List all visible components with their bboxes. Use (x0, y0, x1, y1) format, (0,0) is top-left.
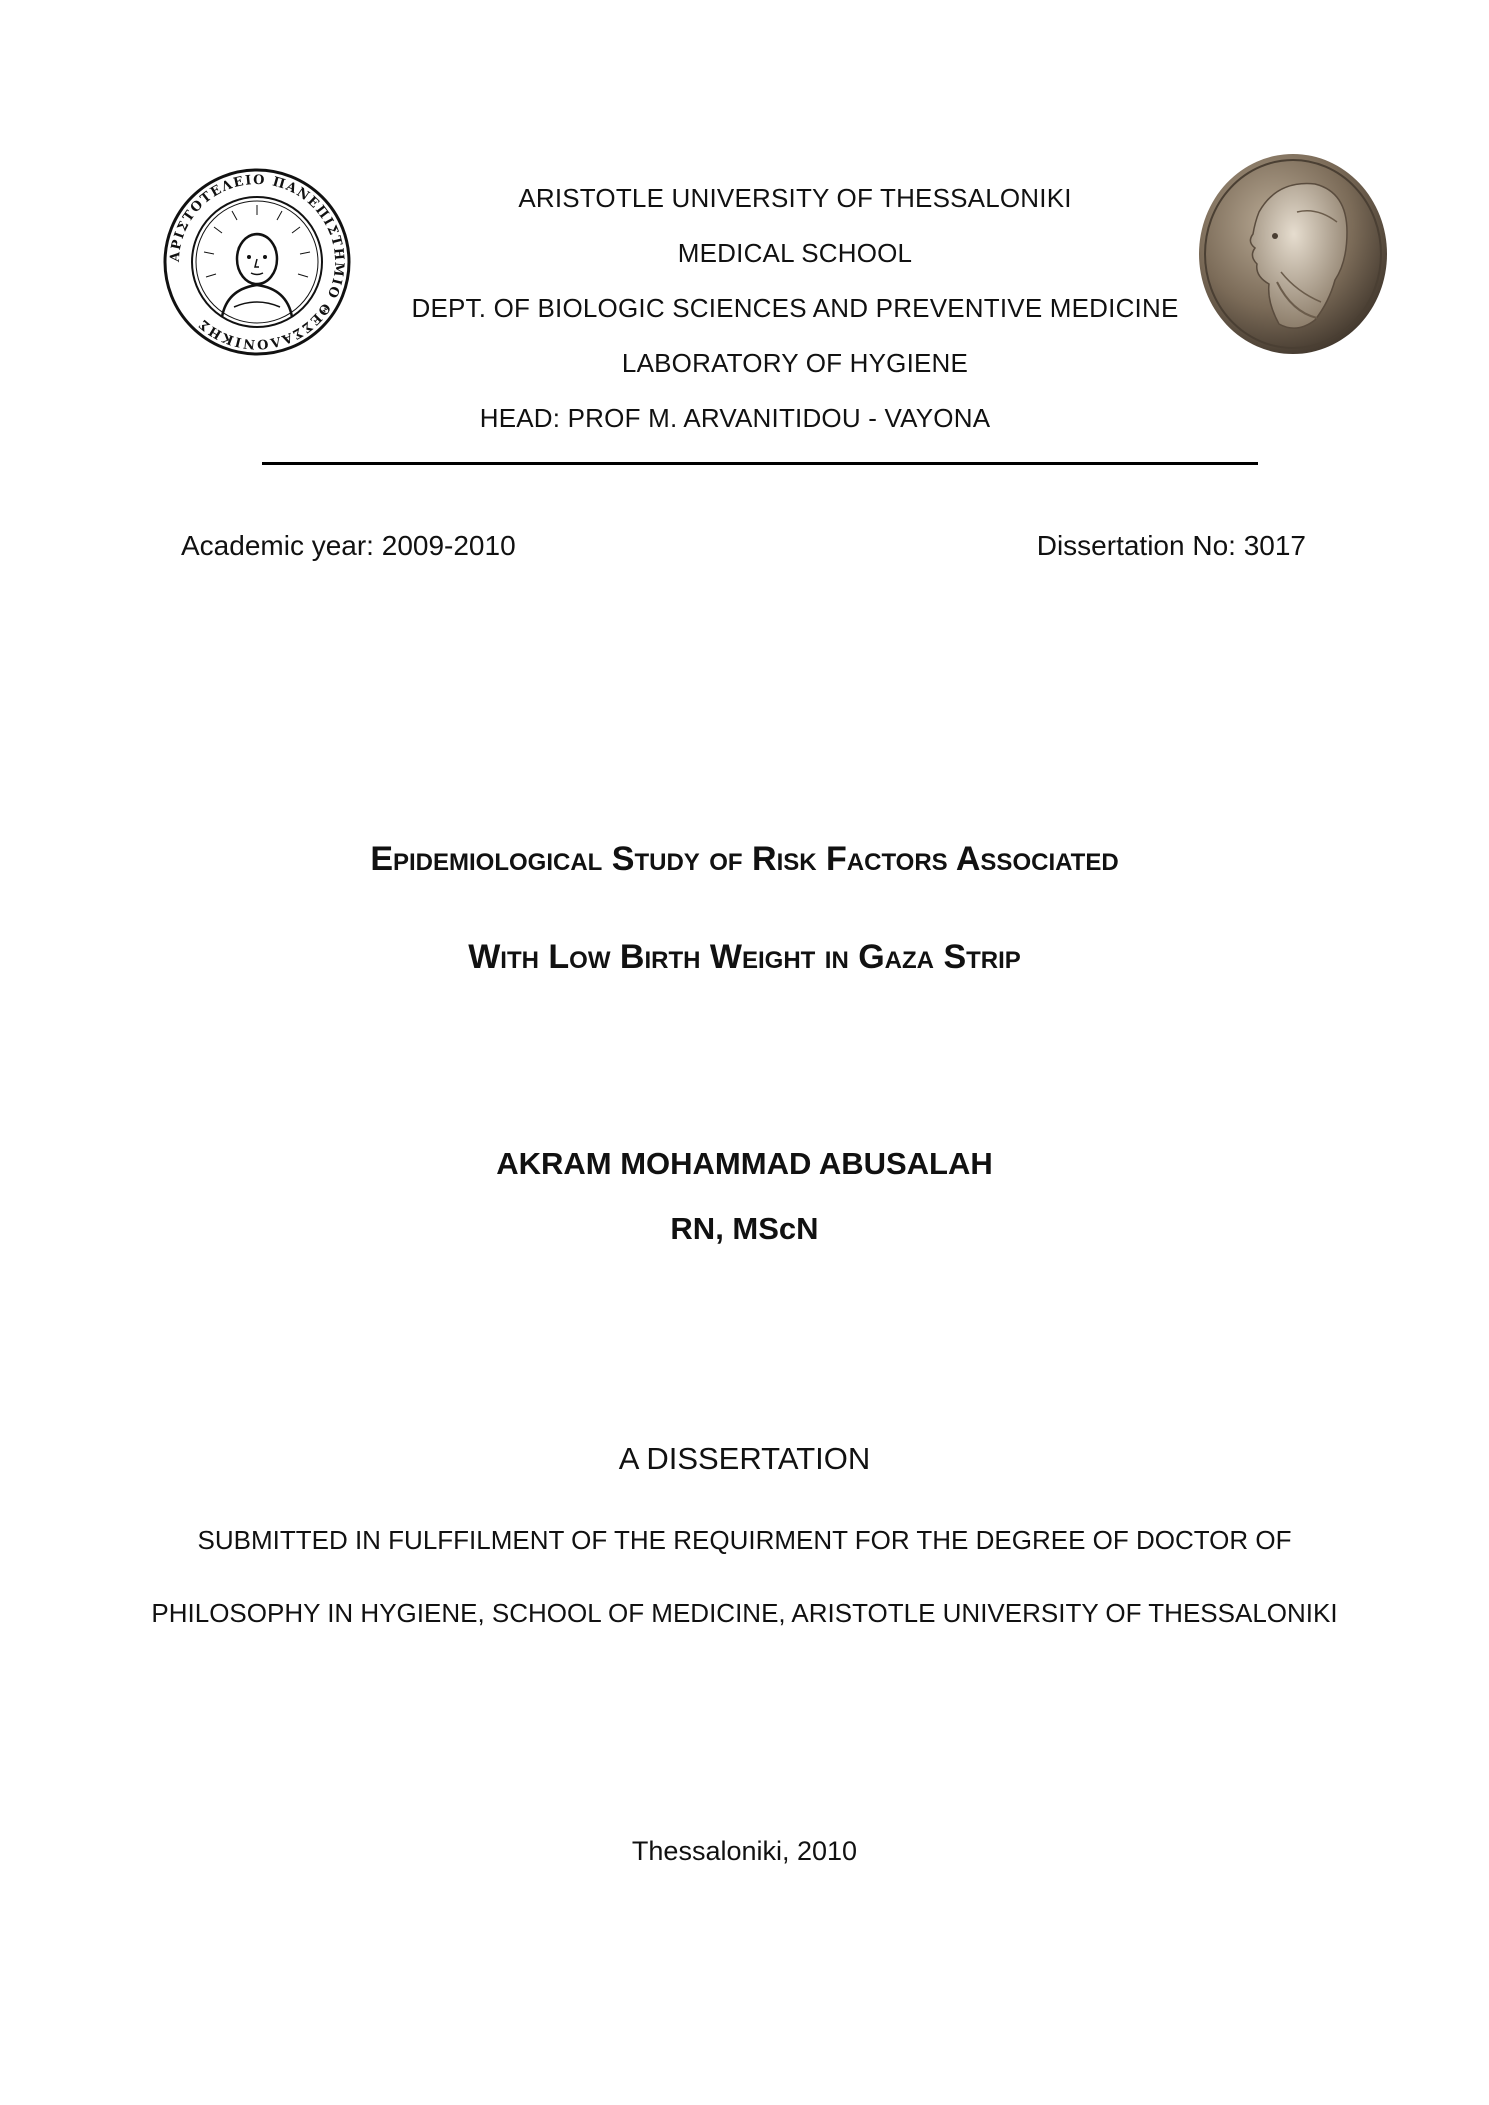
university-seal-icon (162, 167, 352, 357)
dissertation-number: Dissertation No: 3017 (1036, 530, 1306, 561)
thesis-title-line1: Epidemiological Study of Risk Factors Associated (370, 840, 1119, 878)
university-name: ARISTOTLE UNIVERSITY OF THESSALONIKI (518, 183, 1072, 213)
head-of-lab: HEAD: PROF M. ARVANITIDOU - VAYONA (479, 403, 991, 433)
svg-text:ΑΡΙΣΤΟΤΕΛΕΙΟ ΠΑΝΕΠΙΣΤΗΜΙΟ ΘΕΣΣ: ΑΡΙΣΤΟΤΕΛΕΙΟ ΠΑΝΕΠΙΣΤΗΜΙΟ ΘΕΣΣΑΛΟΝΙΚΗΣ (167, 172, 347, 352)
school-name: MEDICAL SCHOOL (677, 238, 913, 268)
hippocrates-medal-icon (1197, 152, 1389, 357)
thesis-title-line2: With Low Birth Weight in Gaza Strip (468, 938, 1021, 976)
dissertation-heading: A DISSERTATION (618, 1441, 871, 1476)
laboratory-name: LABORATORY OF HYGIENE (621, 348, 969, 378)
author-credentials: RN, MScN (670, 1211, 819, 1246)
header-divider (262, 462, 1258, 465)
submission-line2: PHILOSOPHY IN HYGIENE, SCHOOL OF MEDICINE, ARISTOTLE UNIVERSITY OF THESSALONIKI (151, 1598, 1338, 1628)
place-date: Thessaloniki, 2010 (631, 1836, 858, 1866)
author-name: AKRAM MOHAMMAD ABUSALAH (496, 1146, 993, 1181)
academic-year: Academic year: 2009-2010 (181, 530, 516, 561)
submission-line1: SUBMITTED IN FULFFILMENT OF THE REQUIRMENT FOR THE DEGREE OF DOCTOR OF (197, 1525, 1292, 1555)
department-name: DEPT. OF BIOLOGIC SCIENCES AND PREVENTIVE MEDICINE (411, 293, 1179, 323)
